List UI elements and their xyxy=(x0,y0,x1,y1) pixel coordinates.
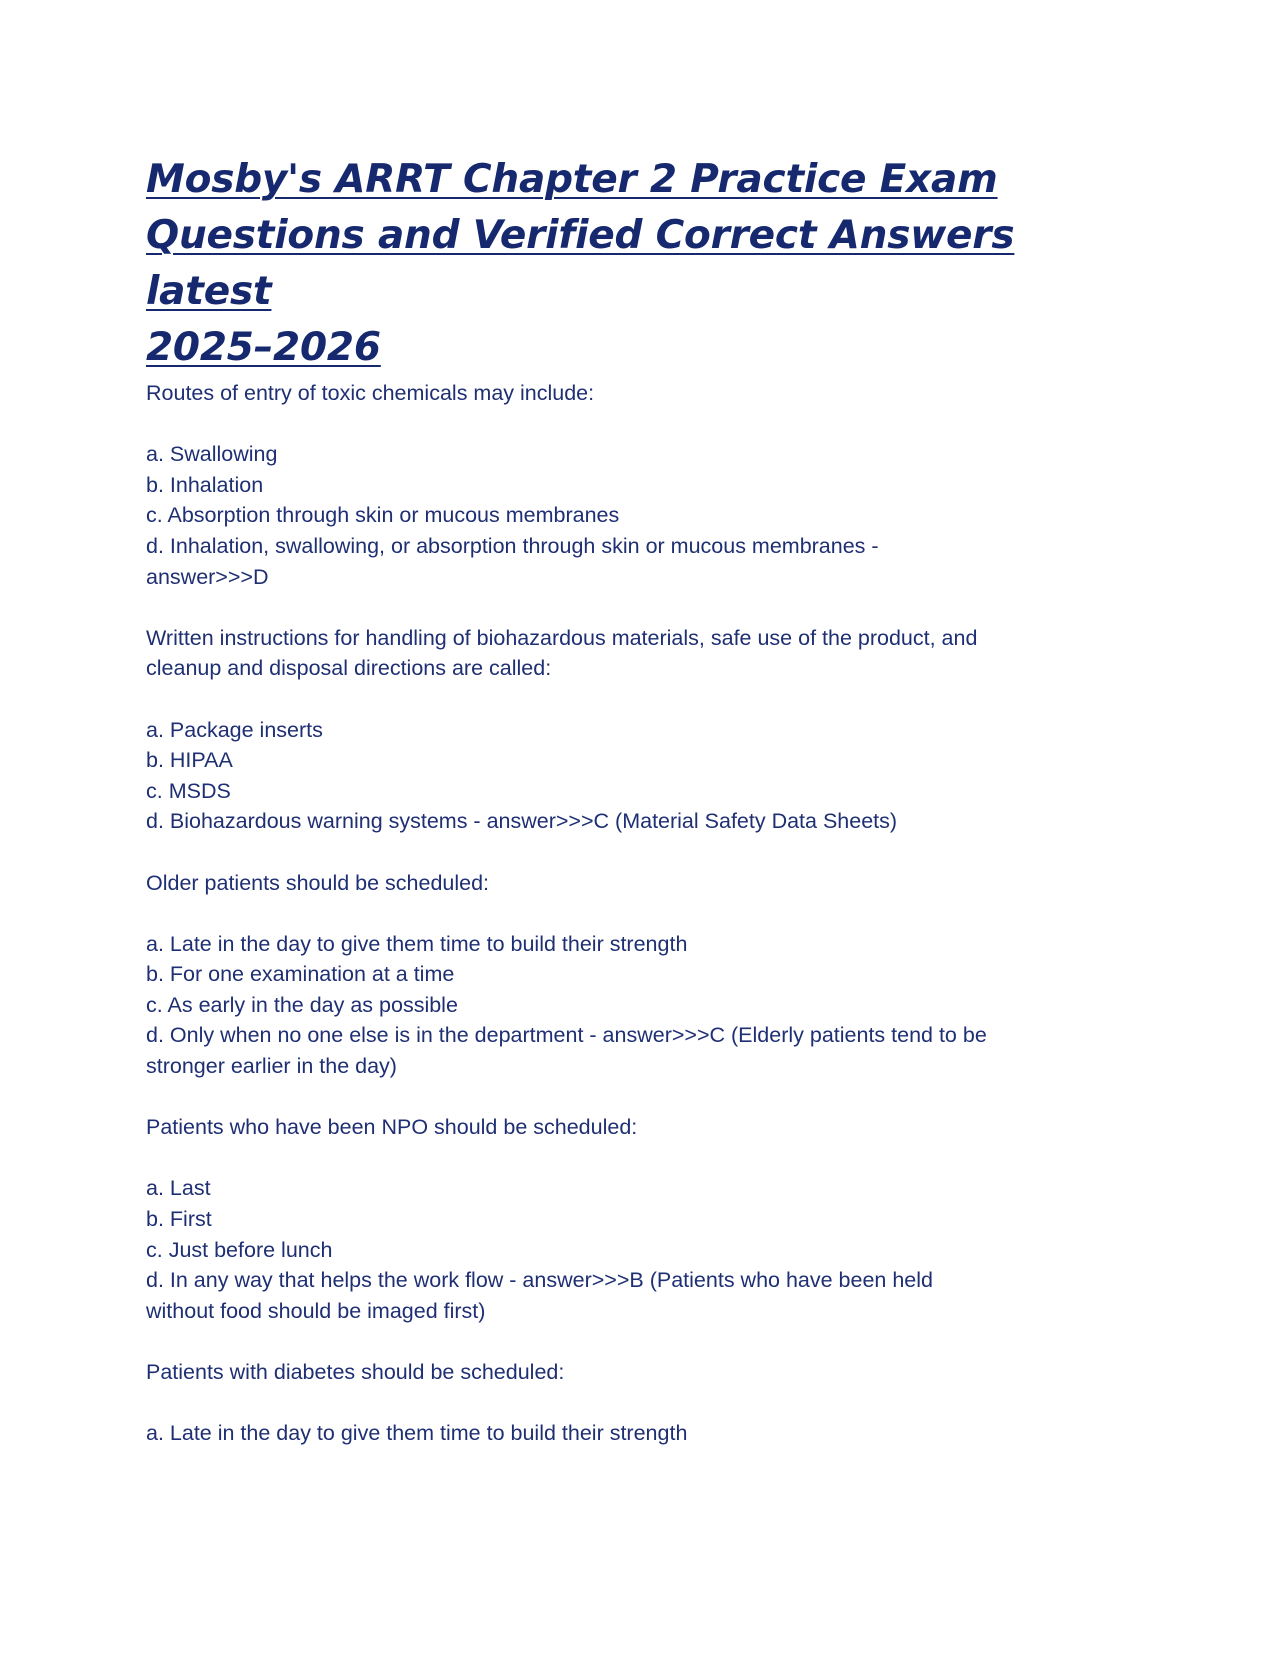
answer-option-b: b. Inhalation xyxy=(146,472,264,497)
answer-option-b: b. For one examination at a time xyxy=(146,962,455,987)
answer-option-a: a. Late in the day to give them time to build their strength xyxy=(146,931,688,956)
answer-option-b: b. HIPAA xyxy=(146,748,233,773)
answer-option-c: c. Just before lunch xyxy=(146,1237,333,1262)
question-block-1 xyxy=(146,378,1146,592)
answer-option-a: a. Swallowing xyxy=(146,442,278,467)
answer-option-b: b. First xyxy=(146,1207,212,1232)
question-prompt: Patients with diabetes should be scheduled: xyxy=(146,1360,565,1384)
answer-option-c: c. MSDS xyxy=(146,778,231,803)
question-block-5 xyxy=(146,1357,1146,1449)
question-prompt: Older patients should be scheduled: xyxy=(146,870,490,895)
answer-option-c: c. As early in the day as possible xyxy=(146,992,458,1017)
question-prompt: Patients who have been NPO should be scheduled: xyxy=(146,1115,638,1140)
document-title xyxy=(146,152,1146,376)
answer-option-a: a. Last xyxy=(146,1176,211,1201)
answer-option-c: c. Absorption through skin or mucous membranes xyxy=(146,503,620,528)
answer-option-d: d. Biohazardous warning systems - answer>>>C (Material Safety Data Sheets) xyxy=(146,809,898,834)
document-body xyxy=(146,378,1146,1449)
document-page xyxy=(146,152,1146,1479)
question-block-2 xyxy=(146,623,1146,837)
question-prompt: Written instructions for handling of biohazardous materials, safe use of the product, and cleanup and disposal directions are called: xyxy=(146,625,978,681)
answer-option-d: d. In any way that helps the work flow - answer>>>B (Patients who have been held without food should be imaged first) xyxy=(146,1268,933,1323)
title-line-3: 2025–2026 xyxy=(146,325,381,370)
question-block-4 xyxy=(146,1112,1146,1326)
title-line-2: Questions and Verified Correct Answers latest xyxy=(146,213,1015,314)
answer-option-d: d. Inhalation, swallowing, or absorption through skin or mucous membranes - answer>>>D xyxy=(146,533,879,589)
answer-option-a: a. Late in the day to give them time to build their strength xyxy=(146,1421,688,1446)
title-line-1: Mosby's ARRT Chapter 2 Practice Exam xyxy=(146,157,998,202)
question-prompt: Routes of entry of toxic chemicals may include: xyxy=(146,381,595,405)
answer-option-a: a. Package inserts xyxy=(146,717,323,742)
answer-option-d: d. Only when no one else is in the department - answer>>>C (Elderly patients tend to be stronger earlier in the day) xyxy=(146,1023,987,1079)
question-block-3 xyxy=(146,868,1146,1082)
